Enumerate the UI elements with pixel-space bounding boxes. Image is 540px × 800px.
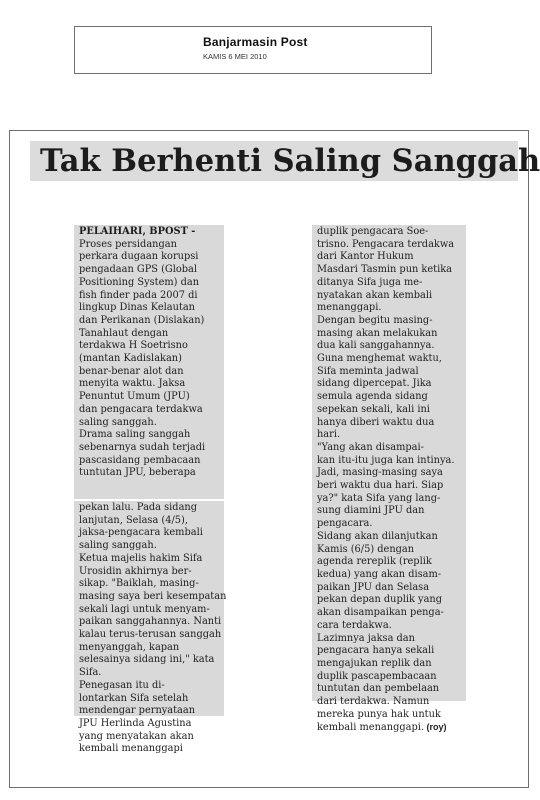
article-line: dan pengacara terdakwa [79, 403, 203, 415]
article-line: lanjutan, Selasa (4/5), [79, 514, 188, 526]
article-line: Penegasan itu di- [79, 679, 165, 691]
article-line: dari terdakwa. Namun [317, 696, 430, 708]
article-line: agenda rereplik (replik [317, 556, 432, 568]
article-line: lontarkan Sifa setelah [79, 692, 189, 704]
article-line: hanya diberi waktu dua [317, 416, 435, 428]
article-line: sekali lagi untuk menyam- [79, 603, 210, 615]
article-line: kan itu-itu juga kan intinya. [317, 454, 455, 466]
article-line: akan disampaikan penga- [317, 607, 444, 619]
article-line: Ketua majelis hakim Sifa [79, 552, 203, 564]
article-line: pengadaan GPS (Global [79, 264, 198, 276]
article-line: lingkup Dinas Kelautan [79, 302, 195, 314]
article-column-1-bottom [74, 501, 227, 755]
article-line: tuntutan dan pembelaan [317, 683, 440, 695]
article-line: Proses persidangan [79, 238, 177, 250]
article-column-2 [312, 225, 466, 734]
article-line: pekan lalu. Pada sidang [79, 502, 197, 513]
article-line: "Yang akan disampai- [317, 441, 424, 453]
article-headline: Tak Berhenti Saling Sanggah [30, 141, 518, 181]
article-line: dari Kantor Hukum [317, 251, 414, 263]
article-line: dua kali sanggahannya. [317, 340, 435, 352]
article-line: sepekan sekali, kali ini [317, 403, 430, 415]
article-line: dan Perikanan (Dislakan) [79, 314, 205, 326]
article-line: fish finder pada 2007 di [79, 289, 198, 301]
article-line: Lazimnya jaksa dan [317, 632, 415, 644]
article-line: menanggapi. [317, 302, 382, 314]
article-line: perkara dugaan korupsi [79, 251, 199, 263]
article-line: pengacara. [317, 518, 373, 530]
article-line: Sidang akan dilanjutkan [317, 530, 438, 542]
article-line: pekan depan duplik yang [317, 594, 443, 606]
article-line: masing akan melakukan [317, 327, 438, 339]
article-line: sebenarnya sudah terjadi [79, 441, 206, 453]
article-line: Positioning System) dan [79, 276, 200, 288]
article-line: cara terdakwa. [317, 619, 392, 631]
article-line: paikan JPU dan Selasa [317, 581, 430, 593]
article-line: Jadi, masing-masing saya [317, 467, 443, 479]
article-line: benar-benar alot dan [79, 365, 184, 377]
article-line: Guna menghemat waktu, [317, 353, 442, 365]
article-line: (mantan Kadislakan) [79, 353, 182, 365]
article-line: duplik pascapembacaan [317, 670, 437, 682]
article-clipping [9, 130, 540, 788]
article-line: sung diamini JPU dan [317, 505, 425, 517]
article-dateline: PELAIHARI, BPOST - [79, 226, 196, 237]
article-line: trisno. Pengacara terdakwa [317, 238, 455, 250]
article-line: selesainya sidang ini," kata [79, 654, 215, 666]
article-line: Tanahlaut dengan [79, 327, 169, 339]
article-line: JPU Herlinda Agustina [79, 717, 192, 729]
article-line: ditanya Sifa juga me- [317, 276, 423, 288]
article-line: menyanggah, kapan [79, 641, 180, 653]
article-line: mereka punya hak untuk [317, 708, 441, 720]
article-line: menyita waktu. Jaksa [79, 378, 186, 390]
masthead [74, 26, 432, 74]
article-line: duplik pengacara Soe- [317, 226, 429, 237]
article-line: jaksa-pengacara kembali [79, 527, 203, 539]
article-line: beri waktu dua hari. Siap [317, 480, 444, 492]
article-line: kembali menanggapi [79, 743, 183, 755]
article-byline: (roy) [423, 722, 447, 733]
article-line: sikap. "Baiklah, masing- [79, 578, 199, 590]
article-line: Drama saling sanggah [79, 429, 191, 441]
article-line: nyatakan akan kembali [317, 289, 433, 301]
publication-name: Banjarmasin Post [203, 35, 308, 49]
article-line: Masdari Tasmin pun ketika [317, 264, 453, 276]
article-line: paikan sanggahannya. Nanti [79, 616, 222, 628]
article-line: terdakwa H Soetrisno [79, 340, 188, 352]
article-line: Dengan begitu masing- [317, 314, 433, 326]
article-column-1-top [74, 225, 224, 499]
publication-date: KAMIS 6 MEI 2010 [203, 52, 267, 61]
article-line: Sifa. [79, 667, 102, 679]
article-line: Urosidin akhirnya ber- [79, 565, 192, 577]
article-line: ya?" kata Sifa yang lang- [317, 492, 441, 504]
article-line: masing saya beri kesempatan [79, 590, 227, 602]
article-line: kedua) yang akan disam- [317, 568, 442, 580]
article-line: sidang dipercepat. Jika [317, 378, 432, 390]
article-line: Sifa meminta jadwal [317, 365, 419, 377]
article-line: saling sanggah. [79, 540, 157, 552]
article-line: Kamis (6/5) dengan [317, 543, 415, 555]
article-line: mendengar pernyataan [79, 705, 196, 717]
article-line: pascasidang pembacaan [79, 454, 201, 466]
article-line: semula agenda sidang [317, 391, 428, 403]
article-line: kembali menanggapi. (roy) [317, 722, 447, 734]
article-line: mengajukan replik dan [317, 657, 432, 669]
article-line: hari. [317, 429, 341, 441]
article-line: pengacara hanya sekali [317, 645, 435, 657]
article-line: kalau terus-terusan sanggah [79, 629, 222, 641]
article-line: saling sanggah. [79, 416, 157, 428]
article-line: tuntutan JPU, beberapa [79, 467, 196, 479]
article-line: yang menyatakan akan [79, 730, 194, 742]
article-line: Penuntut Umum (JPU) [79, 391, 190, 403]
